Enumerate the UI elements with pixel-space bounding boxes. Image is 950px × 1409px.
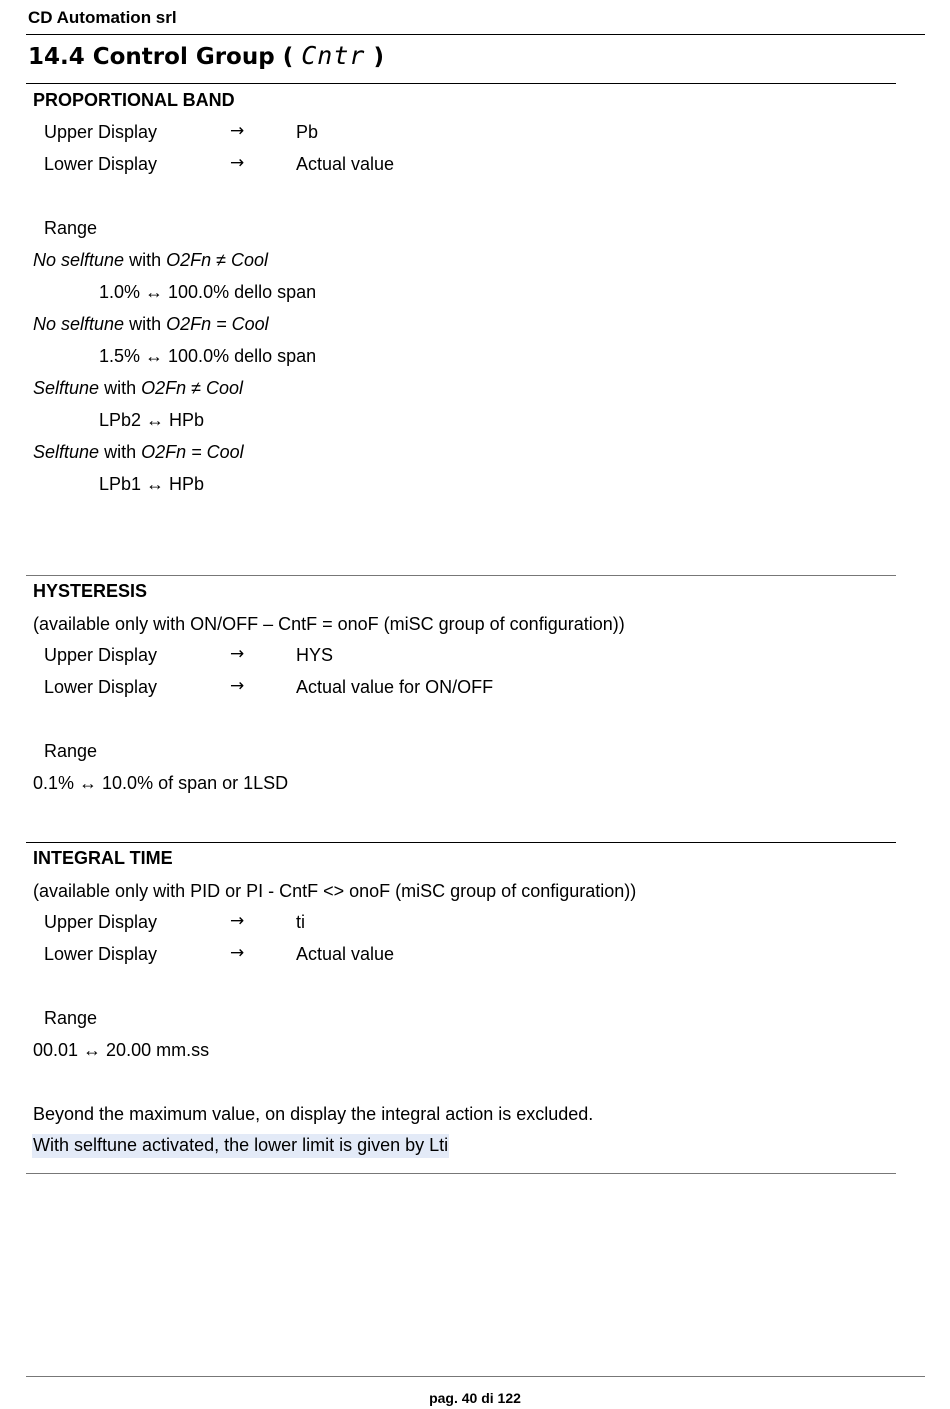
- ti-upper-value: ti: [296, 912, 305, 932]
- hys-upper-value: HYS: [296, 645, 334, 665]
- footer-rule: [26, 1376, 925, 1377]
- hys-lower-label: Lower Display: [44, 677, 158, 697]
- proportional-band-title: PROPORTIONAL BAND: [33, 90, 235, 110]
- hys-range-label: Range: [44, 741, 98, 761]
- ti-remark-2: With selftune activated, the lower limit is given by Lti: [32, 1134, 449, 1158]
- pb-upper-label: Upper Display: [44, 122, 158, 142]
- pb-condition-3: Selftune with O2Fn ≠ Cool: [33, 378, 244, 398]
- title-rule: [26, 83, 896, 84]
- ti-remark-2-wrapper: [32, 1136, 449, 1154]
- ti-remark-1: Beyond the maximum value, on display the integral action is excluded.: [33, 1104, 594, 1124]
- pb-range-4: LPb1 ↔ HPb: [99, 474, 205, 494]
- pb-upper-value: Pb: [296, 122, 319, 142]
- company-name: CD Automation srl: [28, 8, 177, 27]
- ti-upper-label: Upper Display: [44, 912, 158, 932]
- arrow-right-icon: →: [230, 644, 245, 664]
- hys-range-value: 0.1% ↔ 10.0% of span or 1LSD: [33, 773, 289, 793]
- integral-time-title: INTEGRAL TIME: [33, 848, 173, 868]
- section-title-text: 14.4 Control Group (: [28, 44, 294, 70]
- section-divider: [26, 842, 896, 843]
- arrow-right-icon: →: [230, 121, 245, 141]
- page-number: pag. 40 di 122: [429, 1390, 521, 1406]
- pb-lower-value: Actual value: [296, 154, 395, 174]
- ti-lower-label: Lower Display: [44, 944, 158, 964]
- pb-range-1: 1.0% ↔ 100.0% dello span: [99, 282, 317, 302]
- pb-range-2: 1.5% ↔ 100.0% dello span: [99, 346, 317, 366]
- section-divider: [26, 575, 896, 576]
- page-title: [28, 43, 384, 69]
- arrow-right-icon: →: [230, 153, 245, 173]
- arrow-right-icon: →: [230, 911, 245, 931]
- header-rule: [26, 34, 925, 35]
- section-divider: [26, 1173, 896, 1174]
- pb-condition-4: Selftune with O2Fn = Cool: [33, 442, 244, 462]
- section-code: Cntr: [301, 41, 366, 70]
- hysteresis-title: HYSTERESIS: [33, 581, 148, 601]
- hysteresis-note: (available only with ON/OFF – CntF = onoF (miSC group of configuration)): [33, 614, 625, 634]
- ti-lower-value: Actual value: [296, 944, 395, 964]
- ti-range-label: Range: [44, 1008, 98, 1028]
- section-title-close: ): [373, 44, 384, 70]
- pb-lower-label: Lower Display: [44, 154, 158, 174]
- ti-range-value: 00.01 ↔ 20.00 mm.ss: [33, 1040, 210, 1060]
- integral-time-note: (available only with PID or PI - CntF <> onoF (miSC group of configuration)): [33, 881, 637, 901]
- hys-upper-label: Upper Display: [44, 645, 158, 665]
- arrow-right-icon: →: [230, 943, 245, 963]
- pb-range-3: LPb2 ↔ HPb: [99, 410, 205, 430]
- pb-condition-2: No selftune with O2Fn = Cool: [33, 314, 269, 334]
- pb-condition-1: No selftune with O2Fn ≠ Cool: [33, 250, 269, 270]
- arrow-right-icon: →: [230, 676, 245, 696]
- pb-range-label: Range: [44, 218, 98, 238]
- hys-lower-value: Actual value for ON/OFF: [296, 677, 494, 697]
